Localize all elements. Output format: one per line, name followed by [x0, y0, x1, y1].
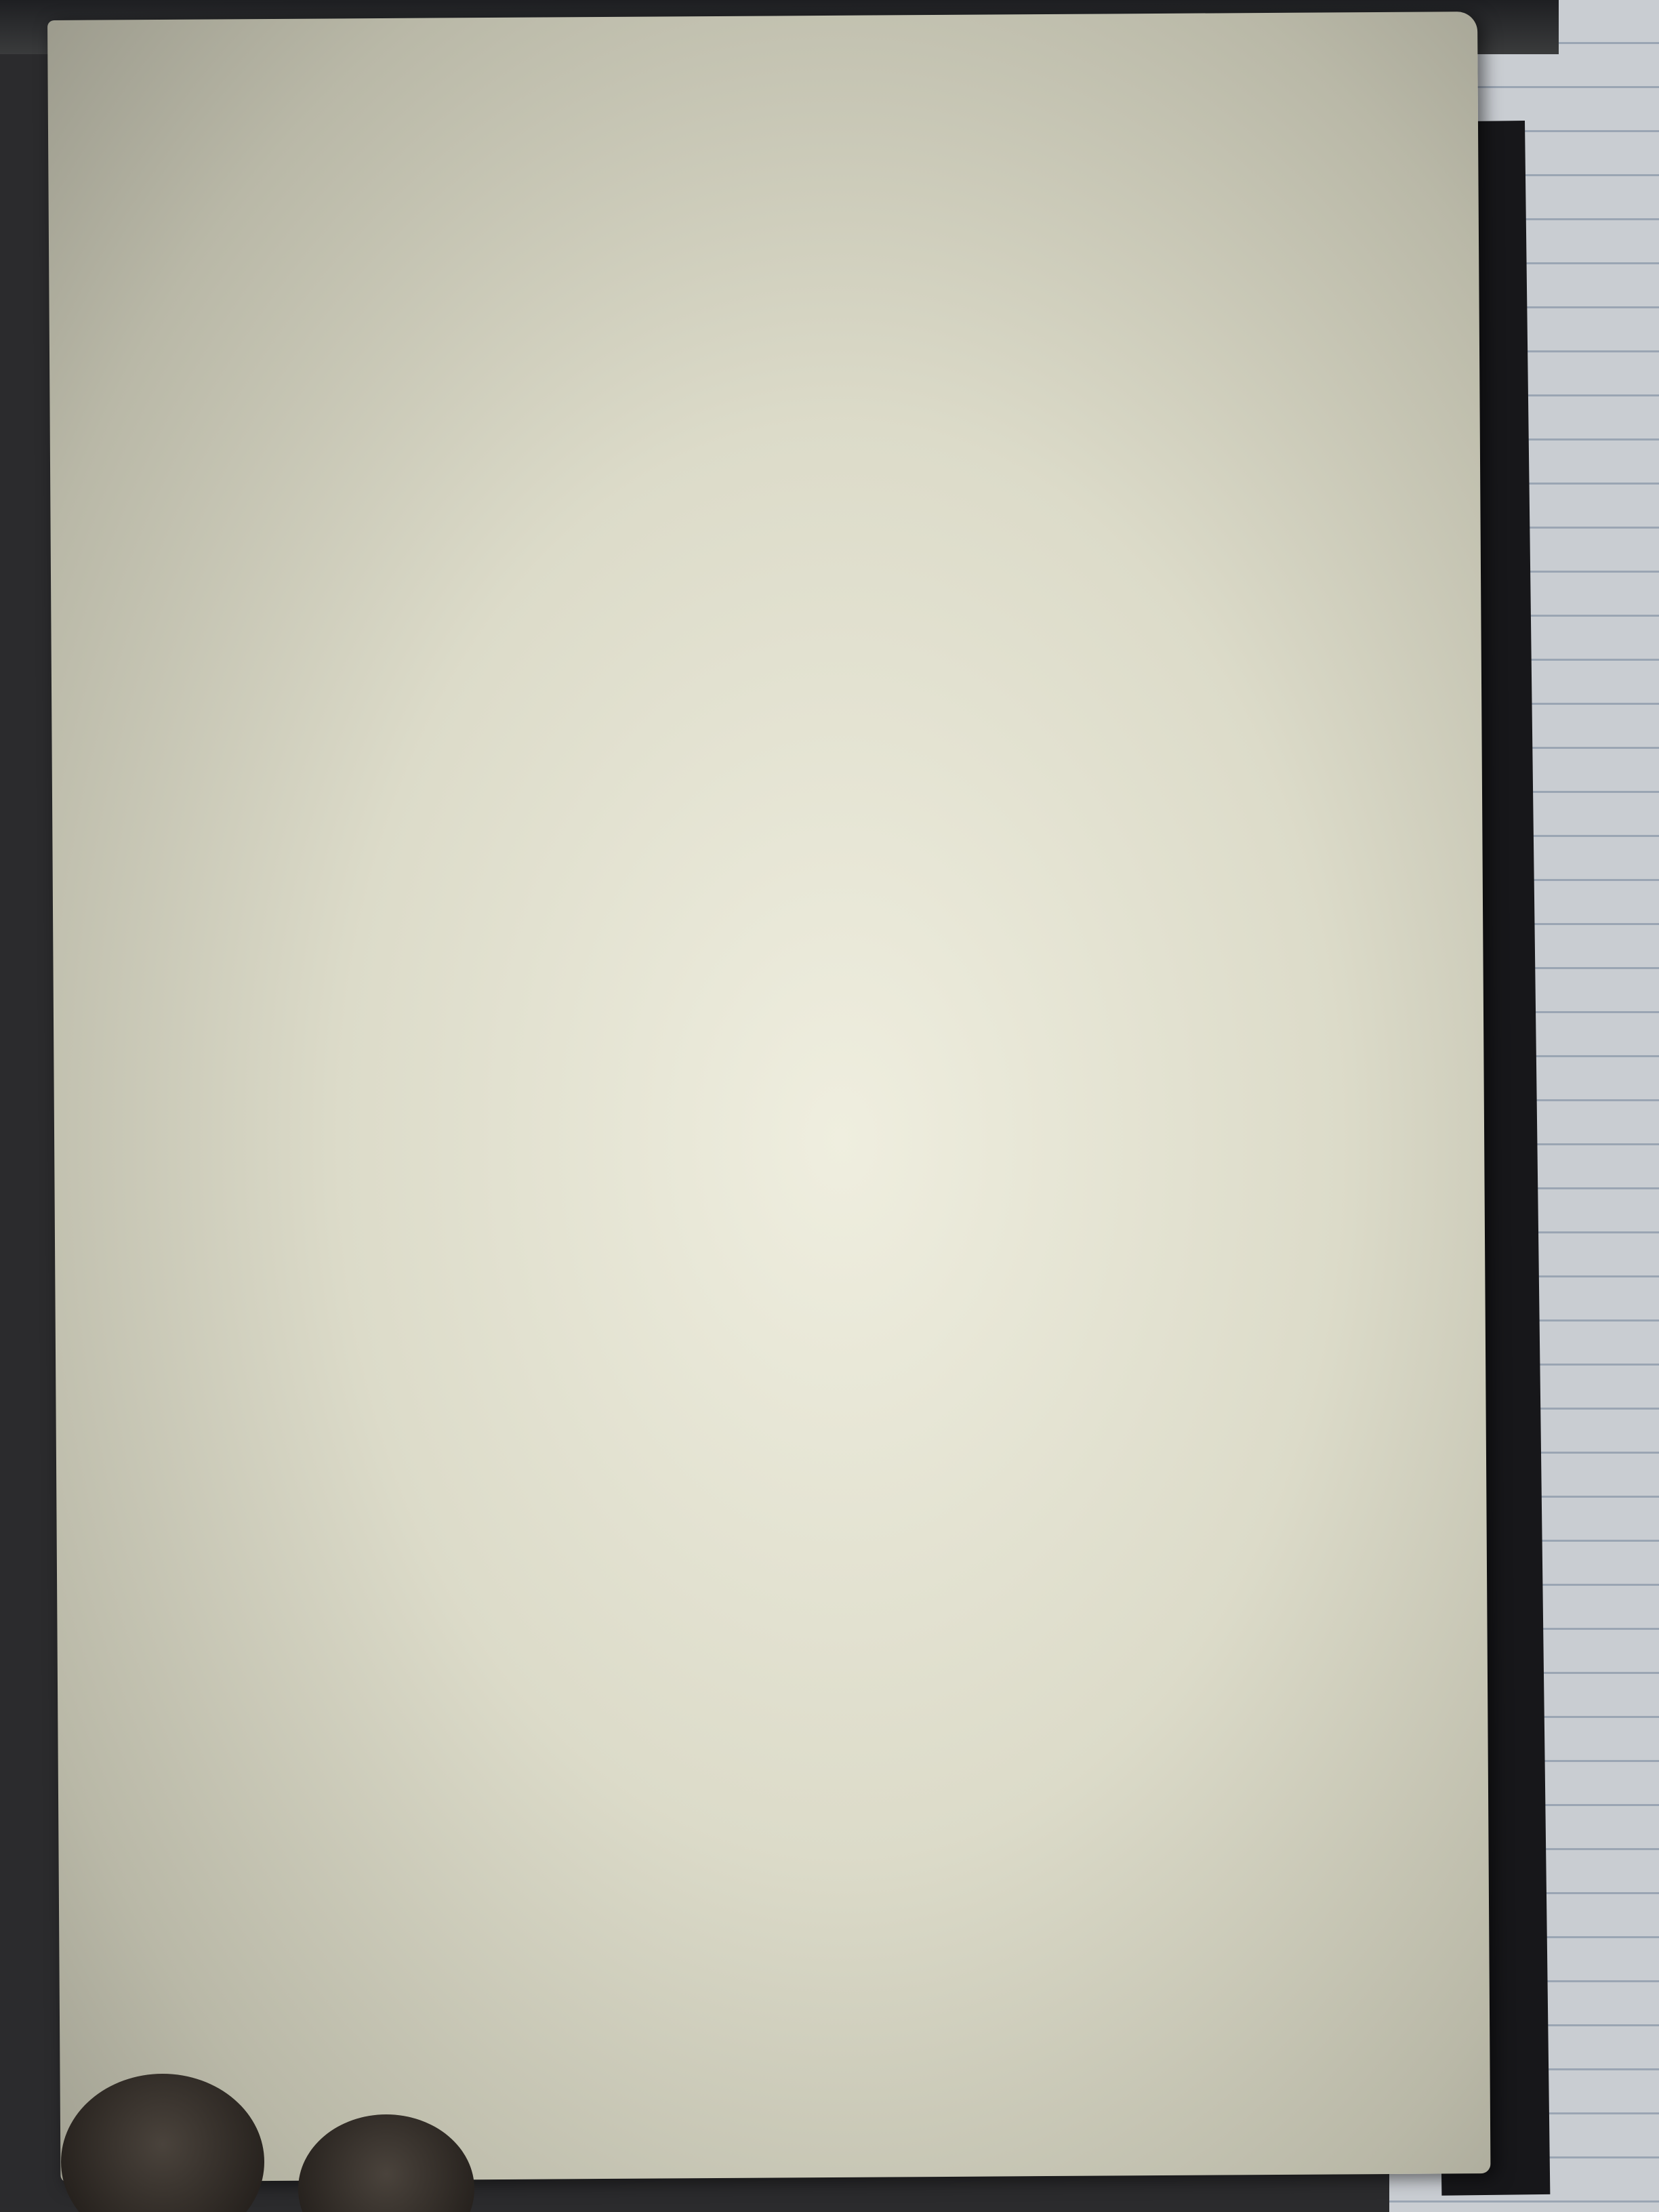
book-page: [47, 12, 1490, 2182]
page-text-block: [142, 112, 1296, 299]
section-title: [213, 215, 214, 249]
section-heading: [144, 196, 1296, 254]
running-head-title: [1275, 114, 1276, 150]
